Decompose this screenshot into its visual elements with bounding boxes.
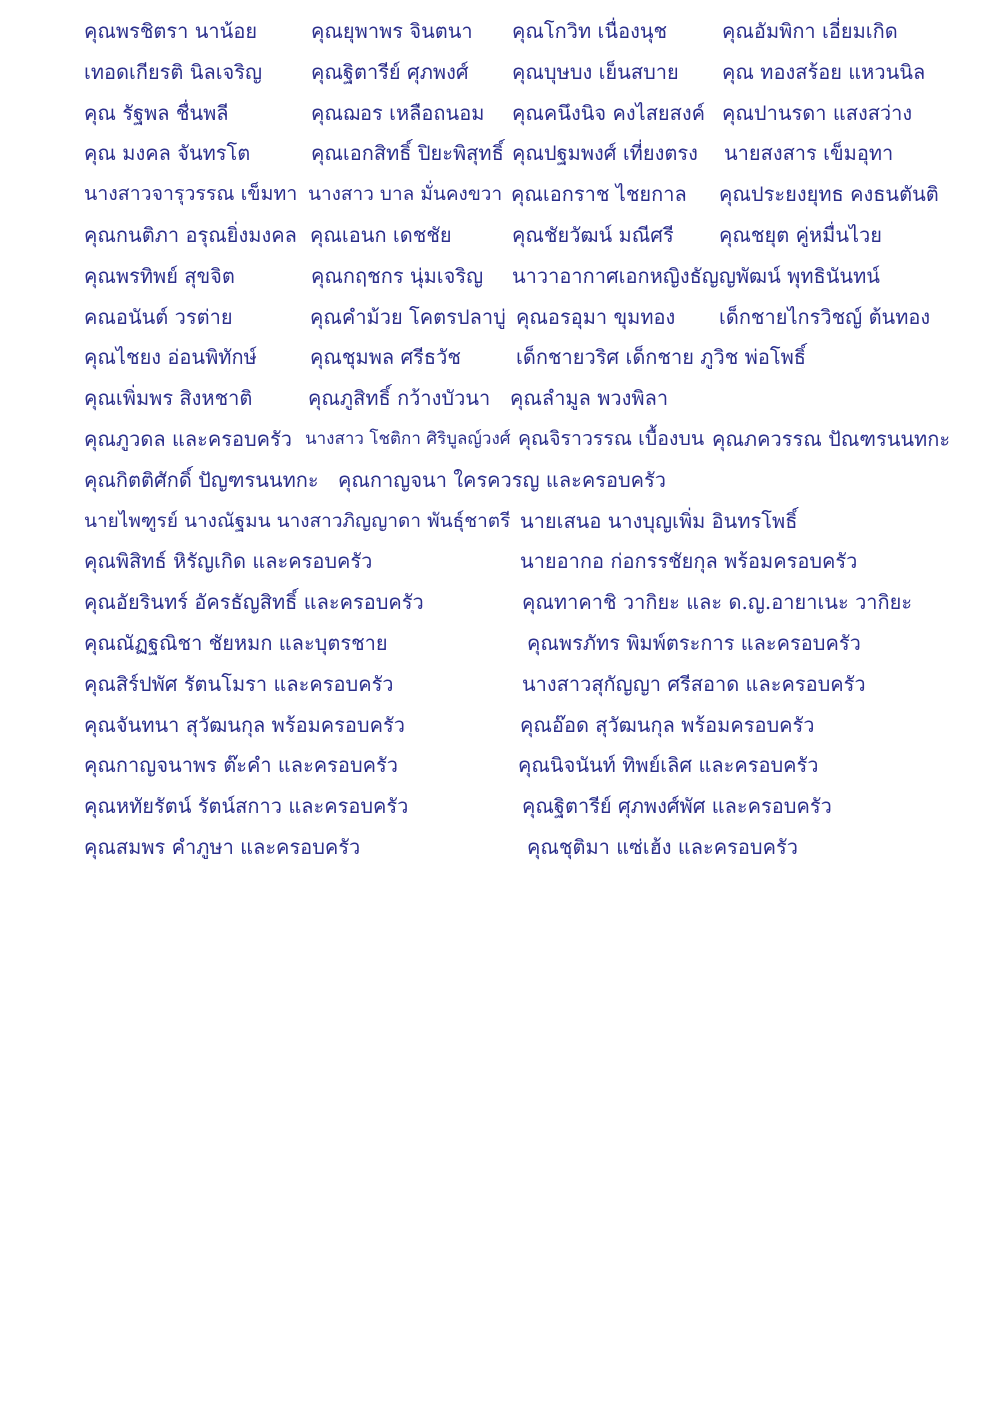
name-entry: คุณฐิตารีย์ ศุภพงศ์ — [311, 59, 469, 84]
name-entry: คุณอัมพิกา เอี่ยมเกิด — [722, 19, 898, 43]
name-entry: คุณสมพร คำภูษา และครอบครัว — [84, 835, 361, 859]
name-entry: คุณยุพาพร จินตนา — [311, 19, 473, 43]
name-entry: นายอากอ ก่อกรรชัยกุล พร้อมครอบครัว — [520, 549, 858, 574]
name-entry: คุณกาญจนาพร ต๊ะคำ และครอบครัว — [84, 753, 398, 778]
name-entry: นางสาวจารุวรรณ เข็มทา — [84, 182, 298, 206]
name-entry: คุณทาคาชิ วากิยะ และ ด.ญ.อายาเนะ วากิยะ — [522, 590, 913, 615]
name-entry: คุณภควรรณ ปัณฑรนนทกะ — [712, 427, 951, 451]
name-entry: คุณบุษบง เย็นสบาย — [512, 59, 679, 84]
name-entry: คุณชัยวัฒน์ มณีศรี — [512, 223, 674, 247]
name-entry: นายสงสาร เข็มอุทา — [724, 141, 894, 166]
name-entry: คุณปฐมพงศ์ เที่ยงตรง — [512, 141, 698, 166]
name-entry: คุณกฤชกร นุ่มเจริญ — [311, 263, 484, 288]
name-entry: เด็กชายไกรวิชญ์ ต้นทอง — [719, 304, 931, 329]
name-entry: คุณเอกสิทธิ์ ปิยะพิสุทธิ์ — [311, 141, 504, 166]
name-entry: คุณภูสิทธิ์ กว้างบัวนา — [308, 386, 491, 411]
name-entry: เทอดเกียรติ นิลเจริญ — [84, 59, 263, 84]
name-entry: คุณนิจนันท์ ทิพย์เลิศ และครอบครัว — [518, 753, 819, 778]
name-entry: คุณจันทนา สุวัฒนกุล พร้อมครอบครัว — [84, 712, 405, 737]
name-entry: คุณพรชิตรา นาน้อย — [84, 19, 258, 43]
name-entry: คณอนันต์ วรต่าย — [84, 304, 233, 329]
name-entry: คุณไชยง อ่อนพิทักษ์ — [84, 345, 257, 370]
name-entry: คุณพิสิทธ์ หิรัญเกิด และครอบครัว — [84, 549, 373, 574]
name-entry: คุณฌอร เหลือถนอม — [311, 100, 485, 125]
name-entry: คุณพรภัทร พิมพ์ตระการ และครอบครัว — [527, 631, 861, 655]
name-entry: นางสาวสุกัญญา ศรีสอาด และครอบครัว — [522, 671, 866, 696]
name-entry: คุณกิตติศักดิ์ ปัญฑรนนทกะ — [84, 467, 319, 492]
name-entry: คุณพรทิพย์ สุขจิต — [84, 263, 235, 288]
name-entry: คุณกนติภา อรุณยิ่งมงคล — [84, 223, 297, 247]
name-entry: คุณหทัยรัตน์ รัตน์สกาว และครอบครัว — [84, 794, 409, 819]
name-entry: คุณจิราวรรณ เบื้องบน — [518, 427, 705, 450]
name-entry: นาวาอากาศเอกหญิงธัญญพัฒน์ พุทธินันทน์ — [512, 263, 880, 288]
name-entry: นายเสนอ นางบุญเพิ่ม อินทรโพธิ์ — [520, 508, 798, 533]
name-entry: คุณกาญจนา ใครควรญ และครอบครัว — [338, 467, 666, 492]
name-entry: คุณชยุต คู่หมื่นไวย — [719, 223, 882, 247]
name-entry: คุณอ๊อด สุวัฒนกุล พร้อมครอบครัว — [520, 712, 815, 737]
name-entry: คุณณัฏฐณิชา ชัยหมก และบุตรชาย — [84, 631, 388, 655]
name-entry: คุณคนึงนิจ คงไสยสงค์ — [512, 100, 705, 125]
name-entry: นายไพฑูรย์ นางณัฐมน นางสาวภิญญาดา พันธุ์ชาตรี — [84, 509, 511, 532]
name-entry: คุณปานรดา แสงสว่าง — [722, 100, 913, 125]
name-entry: คุณฐิตารีย์ ศุภพงศ์พัศ และครอบครัว — [522, 794, 832, 819]
name-entry: คุณประยงยุทธ คงธนตันติ — [719, 182, 939, 207]
name-entry: คุณ ทองสร้อย แหวนนิล — [722, 59, 926, 84]
name-entry: คุณ มงคล จันทรโต — [84, 141, 251, 166]
name-entry: คุณ รัฐพล ชื่นพลี — [84, 100, 229, 125]
name-entry: คุณสิร์ปพัศ รัตนโมรา และครอบครัว — [84, 671, 394, 696]
name-entry: คุณอรอุมา ขุมทอง — [516, 304, 676, 329]
name-entry: คุณชุมพล ศรีธวัช — [310, 345, 461, 370]
name-entry: เด็กชายวริศ เด็กชาย ภูวิช พ่อโพธิ์ — [516, 345, 806, 370]
name-entry: คุณเอกราช ไชยกาล — [511, 182, 687, 207]
name-entry: คุณเอนก เดชชัย — [310, 223, 452, 247]
name-entry: นางสาว บาล มั่นคงขวา — [308, 183, 503, 206]
name-entry: คุณคำม้วย โคตรปลาบู่ — [310, 304, 506, 329]
name-entry: นางสาว โชติกา ศิริบูลญ์วงศ์ — [305, 429, 511, 449]
name-entry: คุณอัยรินทร์ อัครธัญสิทธิ์ และครอบครัว — [84, 590, 424, 615]
name-entry: คุณโกวิท เนื่องนุช — [512, 19, 668, 43]
name-entry: คุณภูวดล และครอบครัว — [84, 427, 293, 451]
name-entry: คุณลำมูล พวงพิลา — [510, 386, 669, 411]
name-entry: คุณชุติมา แซ่เฮ้ง และครอบครัว — [527, 835, 798, 859]
name-entry: คุณเพิ่มพร สิงหชาติ — [84, 386, 253, 411]
